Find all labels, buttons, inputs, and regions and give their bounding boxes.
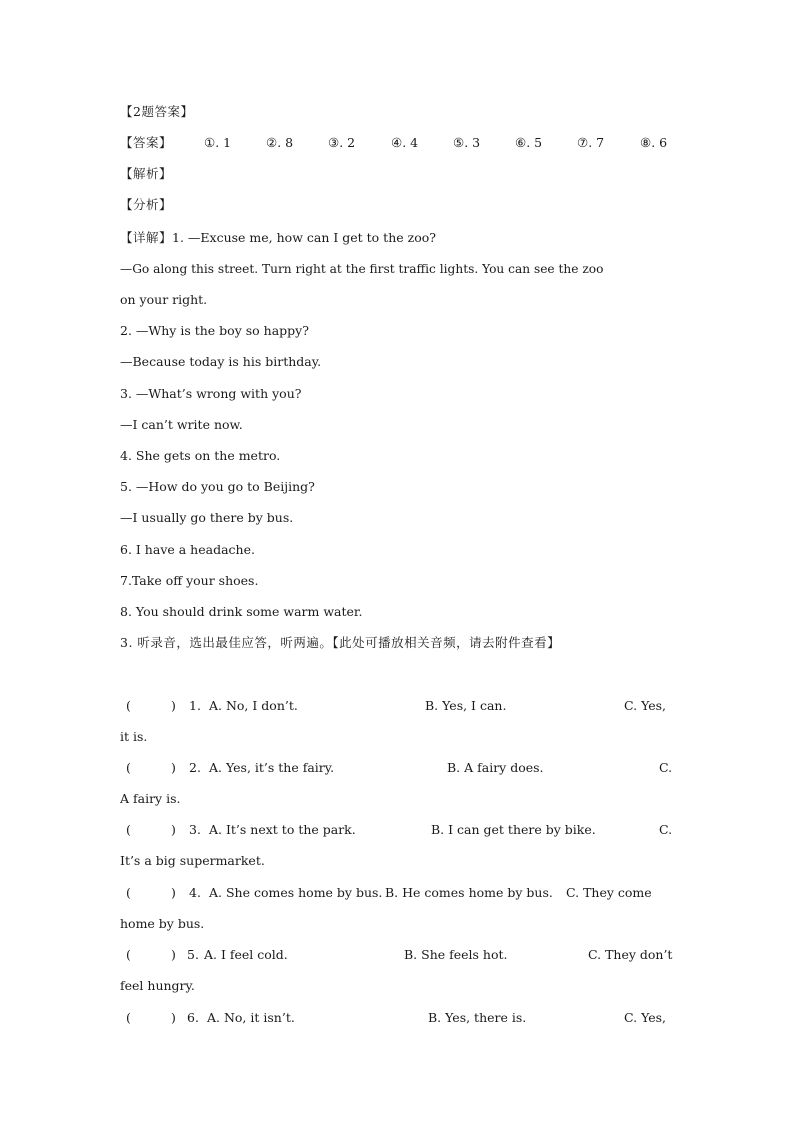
analysis-label: 【解析】 [120,166,173,181]
detail-line: 4. She gets on the metro. [120,448,281,463]
answer-blank-open: ( [126,760,131,775]
detail-line: —Because today is his birthday. [120,354,322,369]
question-number: 5. [187,947,199,962]
answer-blank-open: ( [126,947,131,962]
question-number: 2. [189,760,201,775]
answer-blank-close: ) [171,885,176,900]
answer-item: ②. 8 [266,135,294,150]
detail-line: —Go along this street. Turn right at the first traffic lights. You can see the zoo [120,262,604,276]
option-a: A. It’s next to the park. [209,822,356,837]
question-number: 6. [187,1010,199,1025]
answer-item: ④. 4 [391,135,419,150]
option-c: C. They don’t [588,947,673,962]
detail-line: —I can’t write now. [120,417,243,432]
answer-item: ①. 1 [204,135,232,150]
detail-label: 【详解】 [120,230,173,245]
section-heading: 【2题答案】 [120,104,194,119]
question-number: 4. [189,885,201,900]
answer-blank-open: ( [126,822,131,837]
detail-line: 8. You should drink some warm water. [120,604,363,619]
option-c: C. [659,822,673,837]
option-b: B. A fairy does. [447,760,544,775]
answer-blank-close: ) [171,698,176,713]
option-b: B. She feels hot. [404,947,508,962]
option-c-continued: feel hungry. [120,978,195,993]
answer-item: ③. 2 [328,135,356,150]
detail-line: 5. —How do you go to Beijing? [120,479,315,494]
answer-label: 【答案】 [120,135,173,150]
option-c-continued: it is. [120,729,148,744]
option-c: C. They come [566,885,652,900]
option-c: C. [659,760,673,775]
fenxi-label: 【分析】 [120,197,173,212]
answer-blank-close: ) [171,760,176,775]
answer-item: ⑥. 5 [515,135,543,150]
answer-blank-open: ( [126,885,131,900]
option-a: A. No, it isn’t. [207,1010,295,1025]
answer-blank-open: ( [126,1010,131,1025]
q3-instruction: 3. 听录音，选出最佳应答，听两遍。【此处可播放相关音频，请去附件查看】 [120,635,561,650]
detail-line: 6. I have a headache. [120,542,255,557]
option-a: A. Yes, it’s the fairy. [209,760,335,775]
option-b: B. I can get there by bike. [431,822,596,837]
answer-item: ⑦. 7 [577,135,605,150]
option-a: A. She comes home by bus. [209,885,383,900]
option-a: A. I feel cold. [204,947,288,962]
detail-line: 3. —What’s wrong with you? [120,386,302,401]
option-b: B. Yes, there is. [428,1010,527,1025]
answer-item: ⑤. 3 [453,135,481,150]
option-c-continued: It’s a big supermarket. [120,853,265,868]
option-c-continued: home by bus. [120,916,205,931]
option-c: C. Yes, [624,1010,667,1025]
answer-blank-close: ) [171,822,176,837]
answer-blank-open: ( [126,698,131,713]
detail-line: 7.Take off your shoes. [120,573,259,588]
detail-line: on your right. [120,292,208,307]
detail-line: 2. —Why is the boy so happy? [120,323,309,338]
option-c-continued: A fairy is. [120,791,181,806]
option-b: B. He comes home by bus. [385,885,553,900]
answer-blank-close: ) [171,947,176,962]
answer-blank-close: ) [171,1010,176,1025]
detail-line: 【详解】1. —Excuse me, how can I get to the zoo? [120,230,436,245]
detail-line: —I usually go there by bus. [120,510,294,525]
option-b: B. Yes, I can. [425,698,507,713]
question-number: 3. [189,822,201,837]
option-c: C. Yes, [624,698,667,713]
option-a: A. No, I don’t. [209,698,298,713]
answer-item: ⑧. 6 [640,135,668,150]
question-number: 1. [189,698,201,713]
